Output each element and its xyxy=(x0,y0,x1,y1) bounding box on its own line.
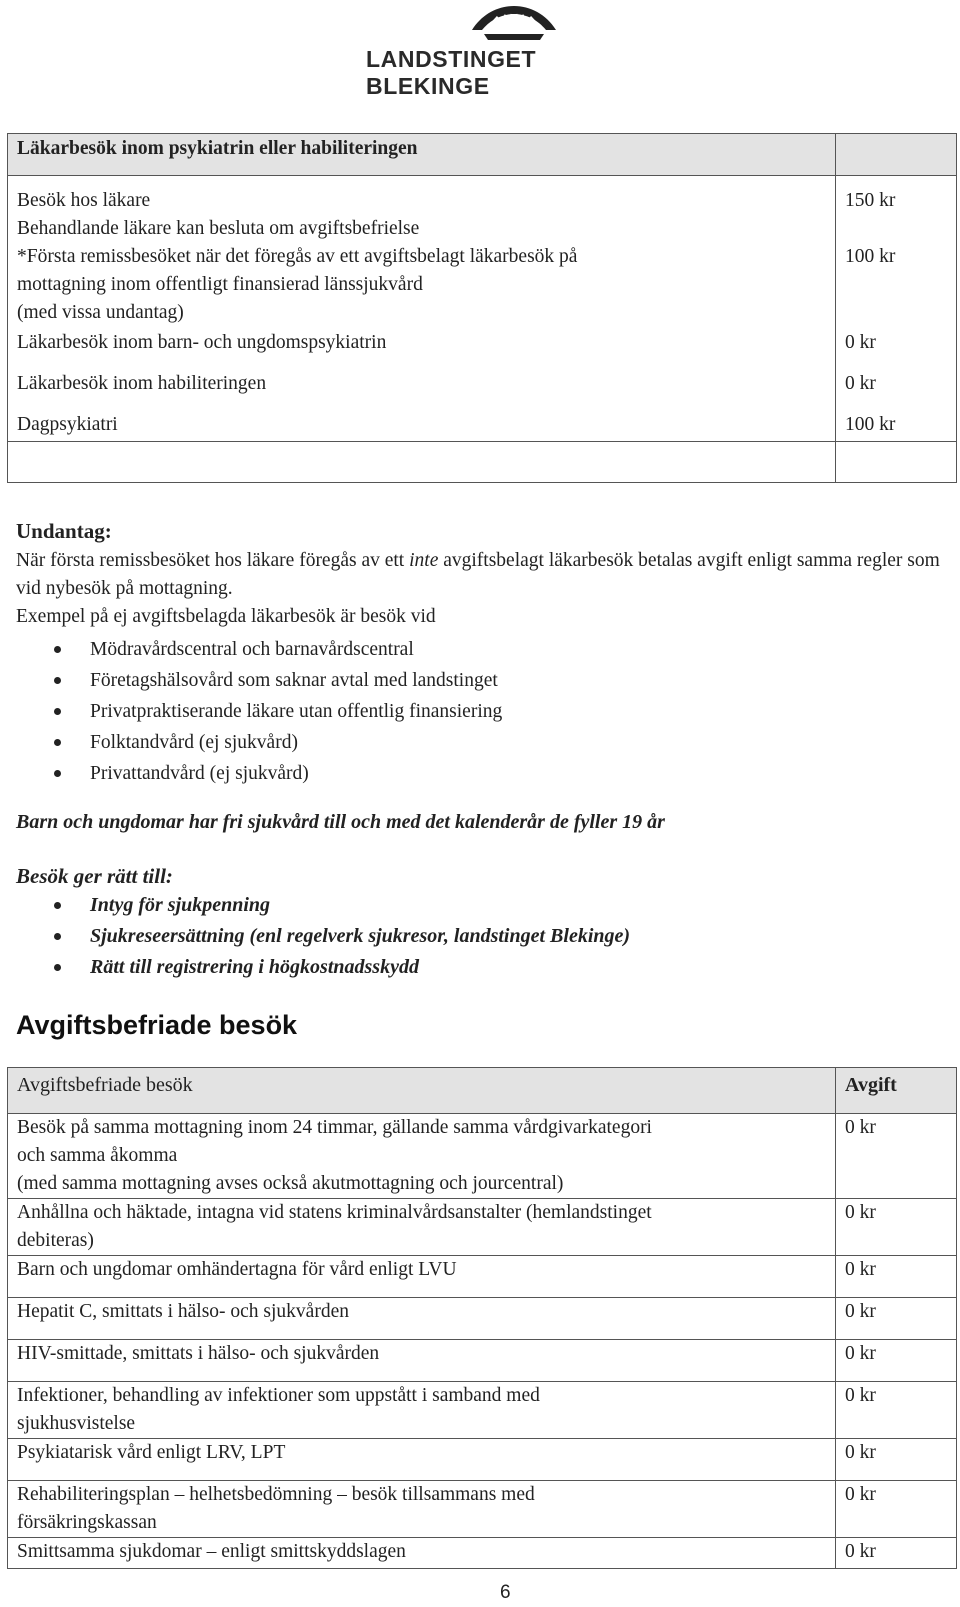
psychiatry-fee-table xyxy=(7,133,957,483)
table-row: Besök på samma mottagning inom 24 timmar, gällande samma vårdgivarkategori och samma åkomma (med samma mottagning avses också akutmottagning och jourcentral) 0 kr xyxy=(8,1114,957,1199)
table-row: HIV-smittade, smittats i hälso- och sjukvården 0 kr xyxy=(8,1340,957,1382)
fee-value: 0 kr xyxy=(836,1114,957,1199)
table-row: Hepatit C, smittats i hälso- och sjukvården 0 kr xyxy=(8,1298,957,1340)
table-header-row xyxy=(8,1068,957,1114)
fee-value: 0 kr xyxy=(845,332,876,353)
section-title: Avgiftsbefriade besök xyxy=(16,1010,298,1040)
exception-paragraph: När första remissbesöket hos läkare föregås av ett inte avgiftsbelagt läkarbesök betalas avgift enligt samma regler som vid nybesök på mottagning. xyxy=(16,550,940,599)
list-item: Sjukreseersättning (enl regelverk sjukresor, landstinget Blekinge) xyxy=(16,921,946,952)
list-item: Privatpraktiserande läkare utan offentlig finansiering xyxy=(16,696,946,727)
row-text: Behandlande läkare kan besluta om avgiftsbefrielse xyxy=(17,218,420,239)
table-header-empty xyxy=(836,134,957,176)
exception-heading: Undantag: xyxy=(16,519,112,543)
row-text: Läkarbesök inom barn- och ungdomspsykiatrin xyxy=(17,332,387,353)
fee-value: 0 kr xyxy=(836,1298,957,1340)
table-row: Barn och ungdomar omhändertagna för vård enligt LVU 0 kr xyxy=(8,1256,957,1298)
examples-intro: Exempel på ej avgiftsbelagda läkarbesök är besök vid xyxy=(16,606,436,627)
table-row: Psykiatarisk vård enligt LRV, LPT 0 kr xyxy=(8,1439,957,1481)
table-row: Rehabiliteringsplan – helhetsbedömning – besök tillsammans med försäkringskassan 0 kr xyxy=(8,1481,957,1538)
entitlements-heading: Besök ger rätt till: xyxy=(16,864,173,888)
list-item: Privattandvård (ej sjukvård) xyxy=(16,758,946,789)
page-number: 6 xyxy=(500,1582,511,1603)
row-text: Dagpsykiatri xyxy=(17,414,118,435)
table-row xyxy=(8,176,957,442)
row-text: (med vissa undantag) xyxy=(17,302,184,323)
fee-value: 0 kr xyxy=(836,1439,957,1481)
logo xyxy=(0,2,960,99)
table-row-empty xyxy=(8,442,957,483)
table-header-row xyxy=(8,134,957,176)
fee-value: 150 kr xyxy=(845,190,896,211)
entitlements-block xyxy=(16,862,946,983)
list-item: Folktandvård (ej sjukvård) xyxy=(16,727,946,758)
logo-emblem-icon xyxy=(468,4,560,42)
children-note: Barn och ungdomar har fri sjukvård till och med det kalenderår de fyller 19 år xyxy=(16,811,665,833)
list-item: Rätt till registrering i högkostnadsskydd xyxy=(16,952,946,983)
list-item: Företagshälsovård som saknar avtal med landstinget xyxy=(16,665,946,696)
fee-value: 100 kr xyxy=(845,414,896,435)
row-text: *Första remissbesöket när det föregås av ett avgiftsbelagt läkarbesök på xyxy=(17,246,578,267)
logo-wordmark: LANDSTINGET BLEKINGE xyxy=(366,46,537,99)
fee-value: 0 kr xyxy=(836,1256,957,1298)
row-text: mottagning inom offentligt finansierad länssjukvård xyxy=(17,274,423,295)
list-item: Mödravårdscentral och barnavårdscentral xyxy=(16,634,946,665)
fee-value: 0 kr xyxy=(845,373,876,394)
examples-list xyxy=(16,634,946,789)
fee-value: 0 kr xyxy=(836,1199,957,1256)
fee-value: 0 kr xyxy=(836,1382,957,1439)
fee-value: 0 kr xyxy=(836,1481,957,1538)
fee-value: 100 kr xyxy=(845,246,896,267)
exempt-visits-table xyxy=(7,1067,957,1569)
table-row: Infektioner, behandling av infektioner som uppstått i samband med sjukhusvistelse 0 kr xyxy=(8,1382,957,1439)
column-header: Avgift xyxy=(836,1068,957,1114)
table-row: Anhållna och häktade, intagna vid statens kriminalvårdsanstalter (hemlandstinget debiteras) 0 kr xyxy=(8,1199,957,1256)
fee-value: 0 kr xyxy=(836,1538,957,1569)
exception-block xyxy=(16,518,946,789)
fee-value: 0 kr xyxy=(836,1340,957,1382)
row-text: Besök hos läkare xyxy=(17,190,151,211)
column-header: Avgiftsbefriade besök xyxy=(8,1068,836,1114)
table-row: Smittsamma sjukdomar – enligt smittskyddslagen 0 kr xyxy=(8,1538,957,1569)
entitlements-list xyxy=(16,890,946,983)
table-title: Läkarbesök inom psykiatrin eller habiliteringen xyxy=(8,134,836,176)
list-item: Intyg för sjukpenning xyxy=(16,890,946,921)
row-text: Läkarbesök inom habiliteringen xyxy=(17,373,267,394)
